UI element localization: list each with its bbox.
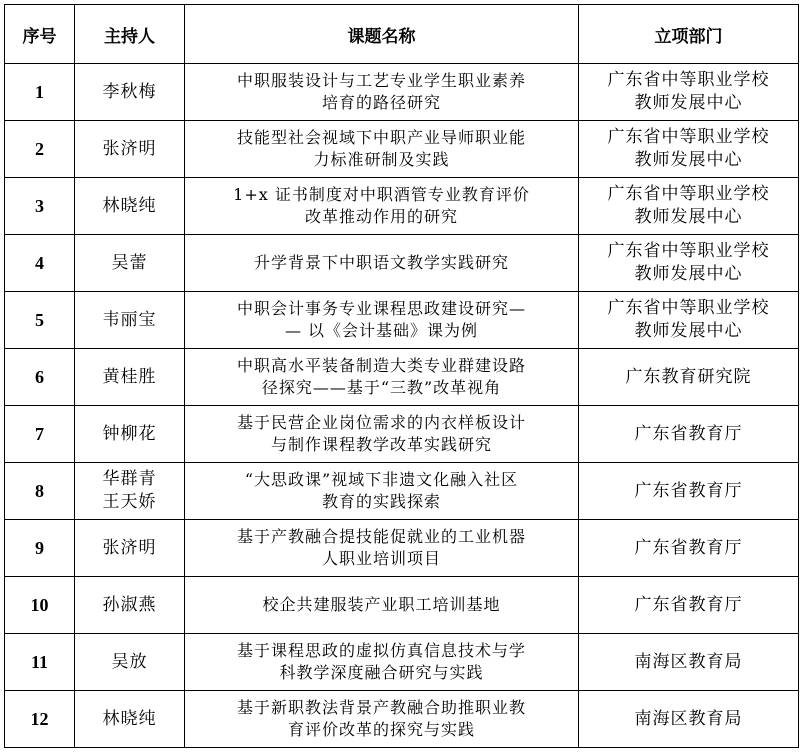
dept-line: 广东省中等职业学校 [607, 241, 770, 261]
host-line: 华群青 [102, 469, 157, 489]
host-line: 张济明 [102, 537, 157, 558]
cell-num: 3 [5, 178, 75, 235]
table-row [5, 520, 799, 577]
table-row [5, 292, 799, 349]
dept-line: 广东省教育厅 [634, 480, 743, 501]
host-line: 孙淑燕 [102, 594, 157, 615]
cell-host [75, 520, 185, 577]
cell-host [75, 463, 185, 520]
cell-dept [579, 121, 799, 178]
cell-dept [579, 691, 799, 748]
cell-num: 11 [5, 634, 75, 691]
cell-host [75, 121, 185, 178]
host-line: 张济明 [102, 138, 157, 159]
cell-num: 5 [5, 292, 75, 349]
header-num: 序号 [5, 5, 75, 64]
cell-dept [579, 406, 799, 463]
cell-host [75, 64, 185, 121]
dept-line: 广东省中等职业学校 [607, 70, 770, 90]
cell-dept [579, 178, 799, 235]
cell-num: 12 [5, 691, 75, 748]
title-line: — 以《会计基础》课为例 [284, 321, 479, 340]
dept-line: 南海区教育局 [634, 708, 743, 729]
title-line: 径探究——基于“三教”改革视角 [261, 378, 502, 397]
title-line: 中职高水平装备制造大类专业群建设路 [236, 356, 526, 375]
table-row [5, 634, 799, 691]
cell-title [185, 292, 579, 349]
dept-line: 教师发展中心 [634, 93, 743, 113]
header-host: 主持人 [75, 5, 185, 64]
title-line: 育评价改革的探究与实践 [287, 720, 475, 739]
cell-num: 9 [5, 520, 75, 577]
title-line: 1+x 证书制度对中职酒管专业教育评价 [233, 185, 530, 204]
dept-line: 南海区教育局 [634, 651, 743, 672]
title-line: 基于课程思政的虚拟仿真信息技术与学 [236, 641, 526, 660]
dept-line: 教师发展中心 [634, 321, 743, 341]
host-line: 钟柳花 [102, 423, 157, 444]
cell-dept [579, 292, 799, 349]
cell-dept [579, 577, 799, 634]
dept-line: 广东省教育厅 [634, 537, 743, 558]
title-line: “大思政课”视域下非遗文化融入社区 [244, 470, 519, 489]
dept-line: 教师发展中心 [634, 150, 743, 170]
cell-num: 4 [5, 235, 75, 292]
title-line: 与制作课程教学改革实践研究 [270, 435, 492, 454]
dept-line: 广东省中等职业学校 [607, 127, 770, 147]
table-row [5, 691, 799, 748]
cell-host [75, 235, 185, 292]
cell-num: 10 [5, 577, 75, 634]
cell-num: 7 [5, 406, 75, 463]
header-dept: 立项部门 [579, 5, 799, 64]
dept-line: 广东省教育厅 [634, 423, 743, 444]
dept-line: 广东省中等职业学校 [607, 184, 770, 204]
cell-num: 6 [5, 349, 75, 406]
title-line: 基于产教融合提技能促就业的工业机器 [236, 527, 526, 546]
table-row [5, 178, 799, 235]
table-row [5, 64, 799, 121]
dept-line: 教师发展中心 [634, 264, 743, 284]
dept-line: 广东省教育厅 [634, 594, 743, 615]
cell-dept [579, 634, 799, 691]
cell-host [75, 634, 185, 691]
host-line: 吴蕾 [111, 252, 148, 273]
cell-dept [579, 64, 799, 121]
title-line: 教育的实践探索 [321, 492, 441, 511]
cell-host [75, 292, 185, 349]
cell-title [185, 463, 579, 520]
header-row [5, 5, 799, 64]
dept-line: 教师发展中心 [634, 207, 743, 227]
cell-num: 8 [5, 463, 75, 520]
cell-num: 1 [5, 64, 75, 121]
host-line: 王天娇 [102, 492, 157, 512]
cell-title [185, 634, 579, 691]
table-row [5, 121, 799, 178]
dept-line: 广东省中等职业学校 [607, 298, 770, 318]
cell-title [185, 577, 579, 634]
cell-title [185, 520, 579, 577]
cell-host [75, 178, 185, 235]
cell-title [185, 121, 579, 178]
cell-title [185, 691, 579, 748]
host-line: 吴放 [111, 651, 148, 672]
host-line: 李秋梅 [102, 81, 157, 102]
title-line: 校企共建服装产业职工培训基地 [262, 595, 501, 614]
host-line: 林晓纯 [102, 195, 157, 216]
host-line: 韦丽宝 [102, 309, 157, 330]
cell-num: 2 [5, 121, 75, 178]
cell-host [75, 577, 185, 634]
cell-title [185, 349, 579, 406]
title-line: 改革推动作用的研究 [304, 207, 458, 226]
cell-dept [579, 520, 799, 577]
title-line: 技能型社会视域下中职产业导师职业能 [236, 128, 526, 147]
cell-title [185, 64, 579, 121]
projects-table [4, 4, 799, 748]
cell-dept [579, 463, 799, 520]
header-title: 课题名称 [185, 5, 579, 64]
title-line: 人职业培训项目 [321, 549, 441, 568]
table-row [5, 577, 799, 634]
table-row [5, 463, 799, 520]
cell-host [75, 349, 185, 406]
title-line: 中职会计事务专业课程思政建设研究— [236, 299, 526, 318]
cell-host [75, 406, 185, 463]
host-line: 黄桂胜 [102, 366, 157, 387]
cell-dept [579, 235, 799, 292]
cell-title [185, 178, 579, 235]
table-row [5, 406, 799, 463]
cell-dept [579, 349, 799, 406]
dept-line: 广东教育研究院 [625, 366, 752, 387]
title-line: 力标准研制及实践 [313, 150, 450, 169]
title-line: 中职服装设计与工艺专业学生职业素养 [236, 71, 526, 90]
title-line: 升学背景下中职语文教学实践研究 [253, 253, 509, 272]
cell-title [185, 235, 579, 292]
title-line: 基于民营企业岗位需求的内衣样板设计 [236, 413, 526, 432]
cell-host [75, 691, 185, 748]
table-row [5, 349, 799, 406]
table-body [5, 64, 799, 748]
title-line: 基于新职教法背景产教融合助推职业教 [236, 698, 526, 717]
title-line: 培育的路径研究 [321, 93, 441, 112]
cell-title [185, 406, 579, 463]
table-row [5, 235, 799, 292]
host-line: 林晓纯 [102, 708, 157, 729]
title-line: 科教学深度融合研究与实践 [279, 663, 484, 682]
